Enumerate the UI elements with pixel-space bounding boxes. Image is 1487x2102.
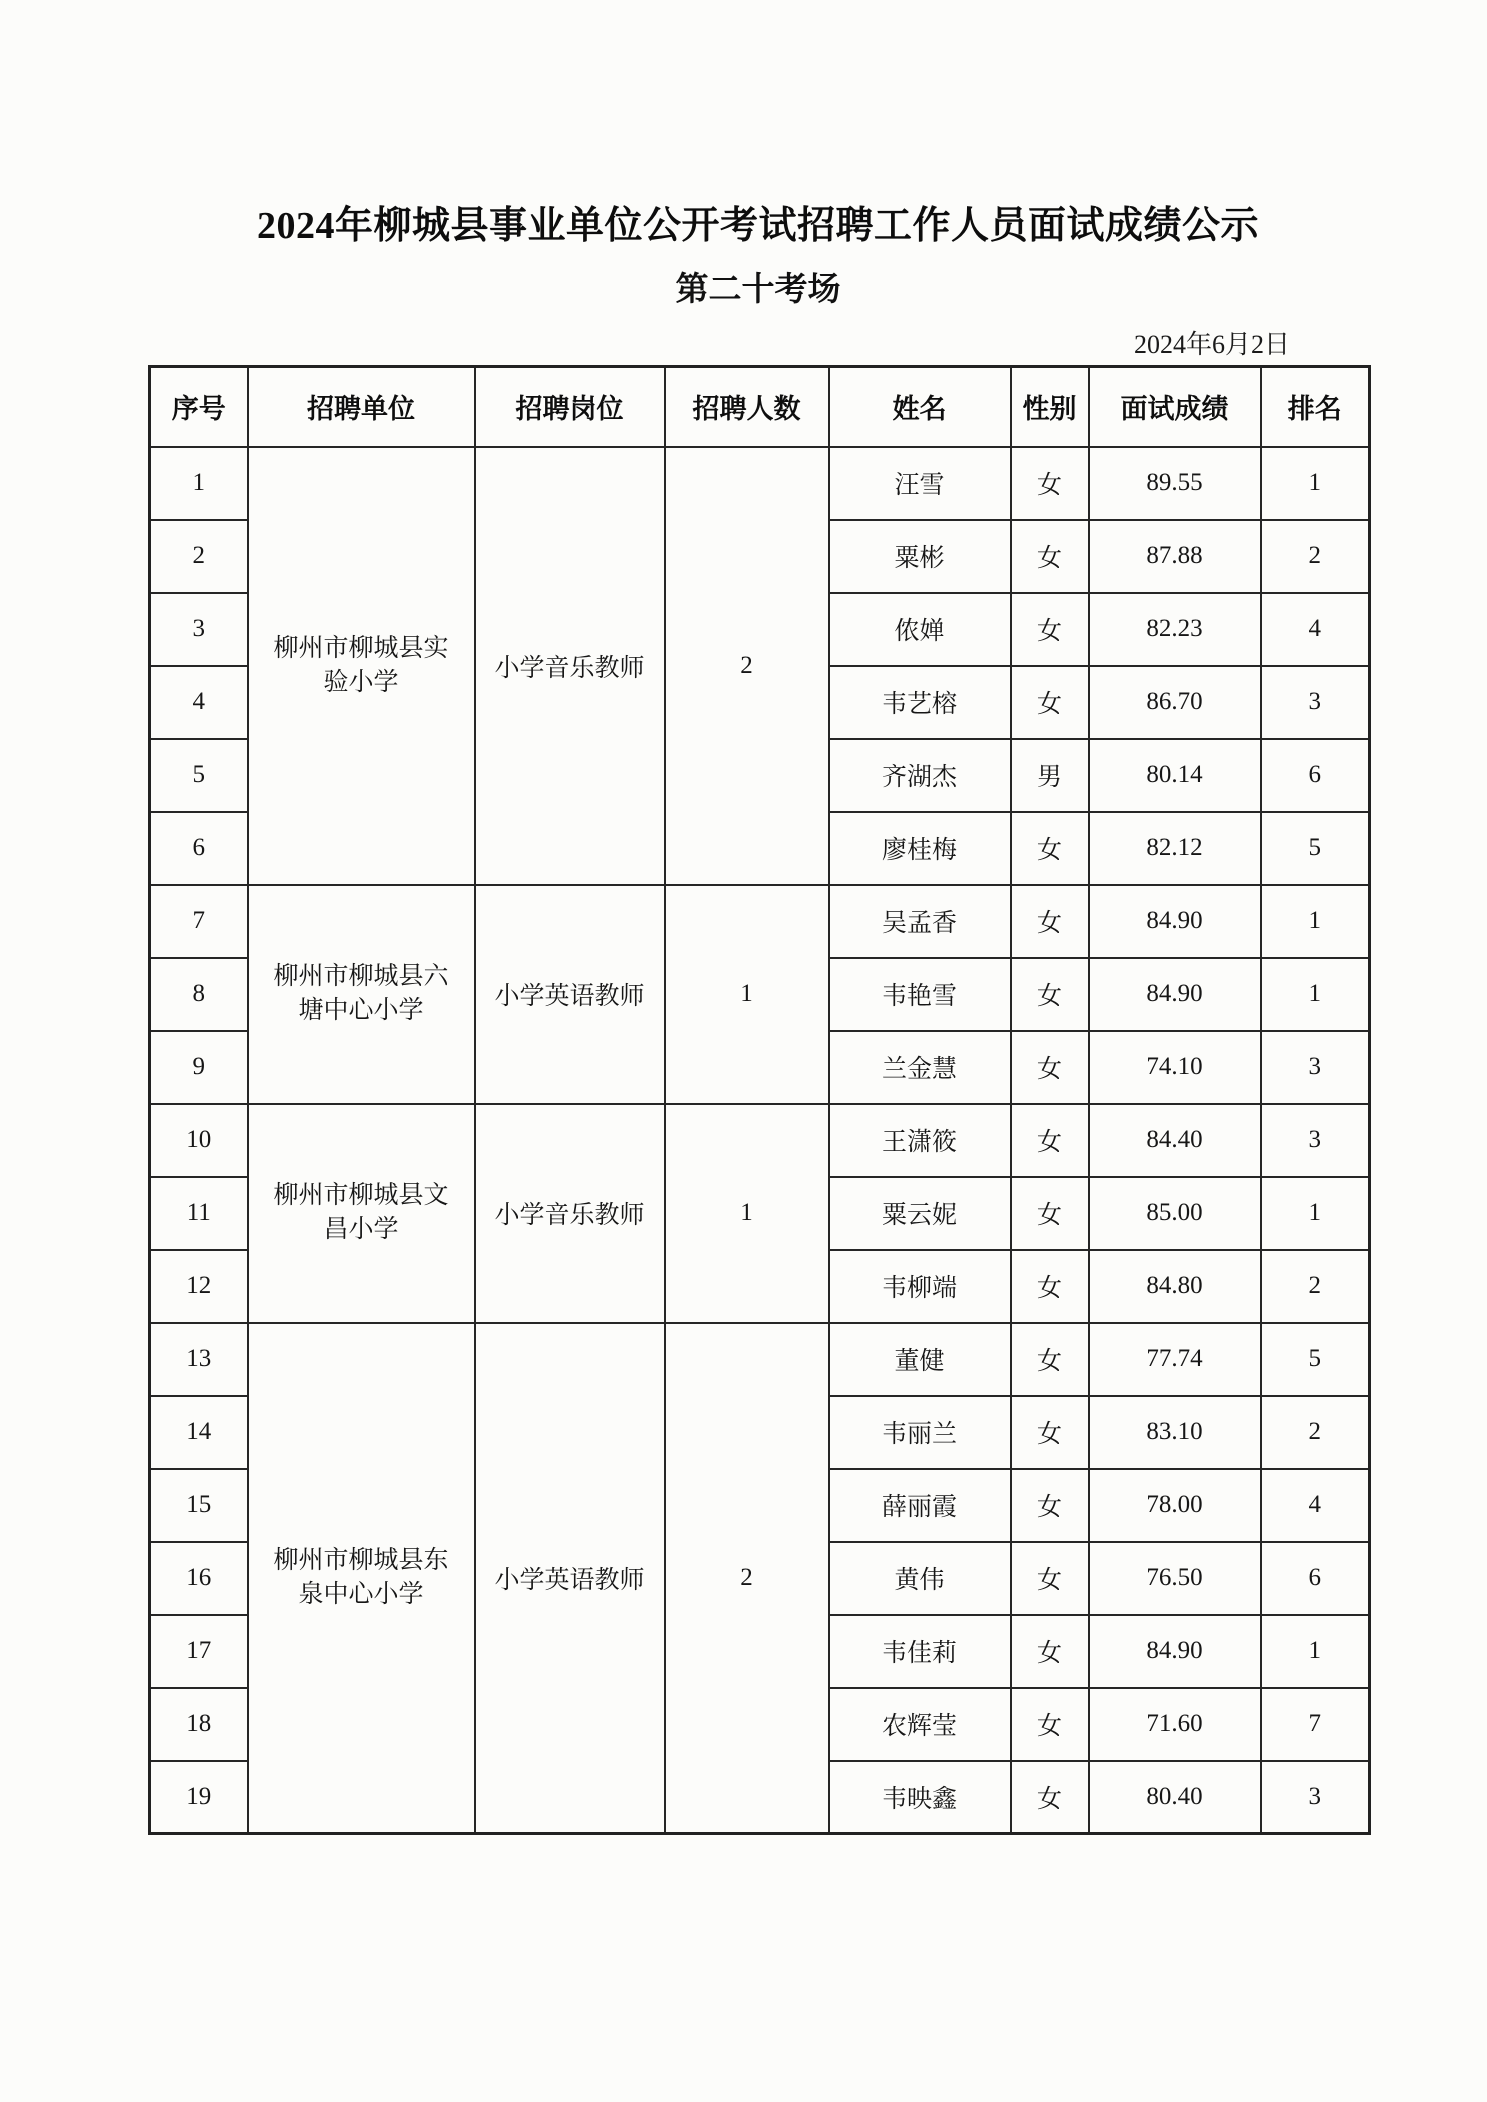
cell-rank: 3	[1261, 1761, 1370, 1834]
cell-no: 14	[150, 1396, 248, 1469]
cell-gender: 女	[1011, 1761, 1089, 1834]
cell-name: 农辉莹	[829, 1688, 1011, 1761]
cell-score: 80.14	[1089, 739, 1261, 812]
cell-name: 廖桂梅	[829, 812, 1011, 885]
cell-gender: 女	[1011, 520, 1089, 593]
cell-name: 侬婵	[829, 593, 1011, 666]
header-score: 面试成绩	[1089, 367, 1261, 447]
cell-score: 84.80	[1089, 1250, 1261, 1323]
cell-no: 17	[150, 1615, 248, 1688]
cell-rank: 6	[1261, 1542, 1370, 1615]
cell-openings: 1	[665, 885, 829, 1104]
cell-gender: 女	[1011, 812, 1089, 885]
cell-score: 74.10	[1089, 1031, 1261, 1104]
cell-no: 13	[150, 1323, 248, 1396]
cell-unit: 柳州市柳城县实验小学	[248, 447, 475, 885]
cell-rank: 3	[1261, 1104, 1370, 1177]
cell-unit: 柳州市柳城县六塘中心小学	[248, 885, 475, 1104]
cell-no: 9	[150, 1031, 248, 1104]
cell-name: 薛丽霞	[829, 1469, 1011, 1542]
cell-score: 80.40	[1089, 1761, 1261, 1834]
cell-no: 18	[150, 1688, 248, 1761]
cell-gender: 女	[1011, 447, 1089, 520]
cell-name: 王潇筱	[829, 1104, 1011, 1177]
cell-gender: 女	[1011, 1031, 1089, 1104]
cell-no: 7	[150, 885, 248, 958]
cell-rank: 1	[1261, 1615, 1370, 1688]
table-row	[150, 1104, 1370, 1177]
cell-gender: 女	[1011, 1177, 1089, 1250]
cell-name: 董健	[829, 1323, 1011, 1396]
cell-position: 小学英语教师	[475, 1323, 665, 1834]
cell-score: 84.90	[1089, 958, 1261, 1031]
cell-no: 19	[150, 1761, 248, 1834]
cell-no: 4	[150, 666, 248, 739]
page-title: 2024年柳城县事业单位公开考试招聘工作人员面试成绩公示	[256, 205, 1259, 247]
cell-gender: 女	[1011, 593, 1089, 666]
cell-unit: 柳州市柳城县东泉中心小学	[248, 1323, 475, 1834]
cell-gender: 女	[1011, 958, 1089, 1031]
cell-rank: 2	[1261, 1396, 1370, 1469]
cell-rank: 7	[1261, 1688, 1370, 1761]
table-header	[150, 367, 1370, 447]
header-rank: 排名	[1261, 367, 1370, 447]
table-header-row	[150, 367, 1370, 447]
cell-gender: 女	[1011, 1104, 1089, 1177]
cell-no: 16	[150, 1542, 248, 1615]
header-gender: 性别	[1011, 367, 1089, 447]
cell-gender: 女	[1011, 885, 1089, 958]
cell-gender: 女	[1011, 1469, 1089, 1542]
cell-score: 82.12	[1089, 812, 1261, 885]
header-position: 招聘岗位	[475, 367, 665, 447]
cell-score: 71.60	[1089, 1688, 1261, 1761]
cell-no: 10	[150, 1104, 248, 1177]
cell-score: 82.23	[1089, 593, 1261, 666]
cell-score: 87.88	[1089, 520, 1261, 593]
cell-no: 5	[150, 739, 248, 812]
document-content	[148, 0, 1368, 1835]
cell-name: 韦映鑫	[829, 1761, 1011, 1834]
cell-no: 1	[150, 447, 248, 520]
cell-name: 吴孟香	[829, 885, 1011, 958]
cell-name: 兰金慧	[829, 1031, 1011, 1104]
cell-score: 84.90	[1089, 1615, 1261, 1688]
cell-name: 黄伟	[829, 1542, 1011, 1615]
cell-rank: 5	[1261, 1323, 1370, 1396]
cell-rank: 1	[1261, 958, 1370, 1031]
cell-openings: 2	[665, 1323, 829, 1834]
cell-openings: 1	[665, 1104, 829, 1323]
table-row	[150, 447, 1370, 520]
cell-gender: 男	[1011, 739, 1089, 812]
cell-score: 86.70	[1089, 666, 1261, 739]
cell-score: 84.40	[1089, 1104, 1261, 1177]
cell-rank: 3	[1261, 1031, 1370, 1104]
header-unit: 招聘单位	[248, 367, 475, 447]
page-subtitle: 第二十考场	[675, 271, 841, 308]
cell-no: 6	[150, 812, 248, 885]
cell-gender: 女	[1011, 1250, 1089, 1323]
cell-gender: 女	[1011, 666, 1089, 739]
cell-no: 11	[150, 1177, 248, 1250]
cell-no: 15	[150, 1469, 248, 1542]
header-no: 序号	[150, 367, 248, 447]
cell-rank: 4	[1261, 593, 1370, 666]
cell-name: 粟彬	[829, 520, 1011, 593]
date-label: 2024年6月2日	[1133, 330, 1290, 360]
cell-gender: 女	[1011, 1688, 1089, 1761]
cell-openings: 2	[665, 447, 829, 885]
score-table-body	[150, 447, 1370, 1834]
cell-position: 小学音乐教师	[475, 1104, 665, 1323]
cell-score: 84.90	[1089, 885, 1261, 958]
cell-name: 韦柳端	[829, 1250, 1011, 1323]
cell-rank: 5	[1261, 812, 1370, 885]
cell-rank: 1	[1261, 1177, 1370, 1250]
cell-score: 85.00	[1089, 1177, 1261, 1250]
cell-name: 粟云妮	[829, 1177, 1011, 1250]
cell-rank: 2	[1261, 520, 1370, 593]
cell-rank: 2	[1261, 1250, 1370, 1323]
cell-no: 12	[150, 1250, 248, 1323]
cell-name: 韦艳雪	[829, 958, 1011, 1031]
cell-no: 8	[150, 958, 248, 1031]
cell-rank: 6	[1261, 739, 1370, 812]
header-openings: 招聘人数	[665, 367, 829, 447]
cell-score: 83.10	[1089, 1396, 1261, 1469]
score-table	[148, 365, 1371, 1835]
cell-no: 3	[150, 593, 248, 666]
cell-gender: 女	[1011, 1542, 1089, 1615]
cell-position: 小学英语教师	[475, 885, 665, 1104]
cell-gender: 女	[1011, 1615, 1089, 1688]
cell-name: 齐湖杰	[829, 739, 1011, 812]
cell-name: 韦艺榕	[829, 666, 1011, 739]
cell-score: 78.00	[1089, 1469, 1261, 1542]
cell-score: 77.74	[1089, 1323, 1261, 1396]
cell-position: 小学音乐教师	[475, 447, 665, 885]
cell-rank: 4	[1261, 1469, 1370, 1542]
cell-name: 韦丽兰	[829, 1396, 1011, 1469]
cell-rank: 1	[1261, 447, 1370, 520]
cell-gender: 女	[1011, 1396, 1089, 1469]
cell-rank: 1	[1261, 885, 1370, 958]
header-name: 姓名	[829, 367, 1011, 447]
cell-name: 韦佳莉	[829, 1615, 1011, 1688]
cell-gender: 女	[1011, 1323, 1089, 1396]
cell-no: 2	[150, 520, 248, 593]
cell-name: 汪雪	[829, 447, 1011, 520]
cell-score: 89.55	[1089, 447, 1261, 520]
table-row	[150, 885, 1370, 958]
table-row	[150, 1323, 1370, 1396]
cell-unit: 柳州市柳城县文昌小学	[248, 1104, 475, 1323]
cell-score: 76.50	[1089, 1542, 1261, 1615]
cell-rank: 3	[1261, 666, 1370, 739]
